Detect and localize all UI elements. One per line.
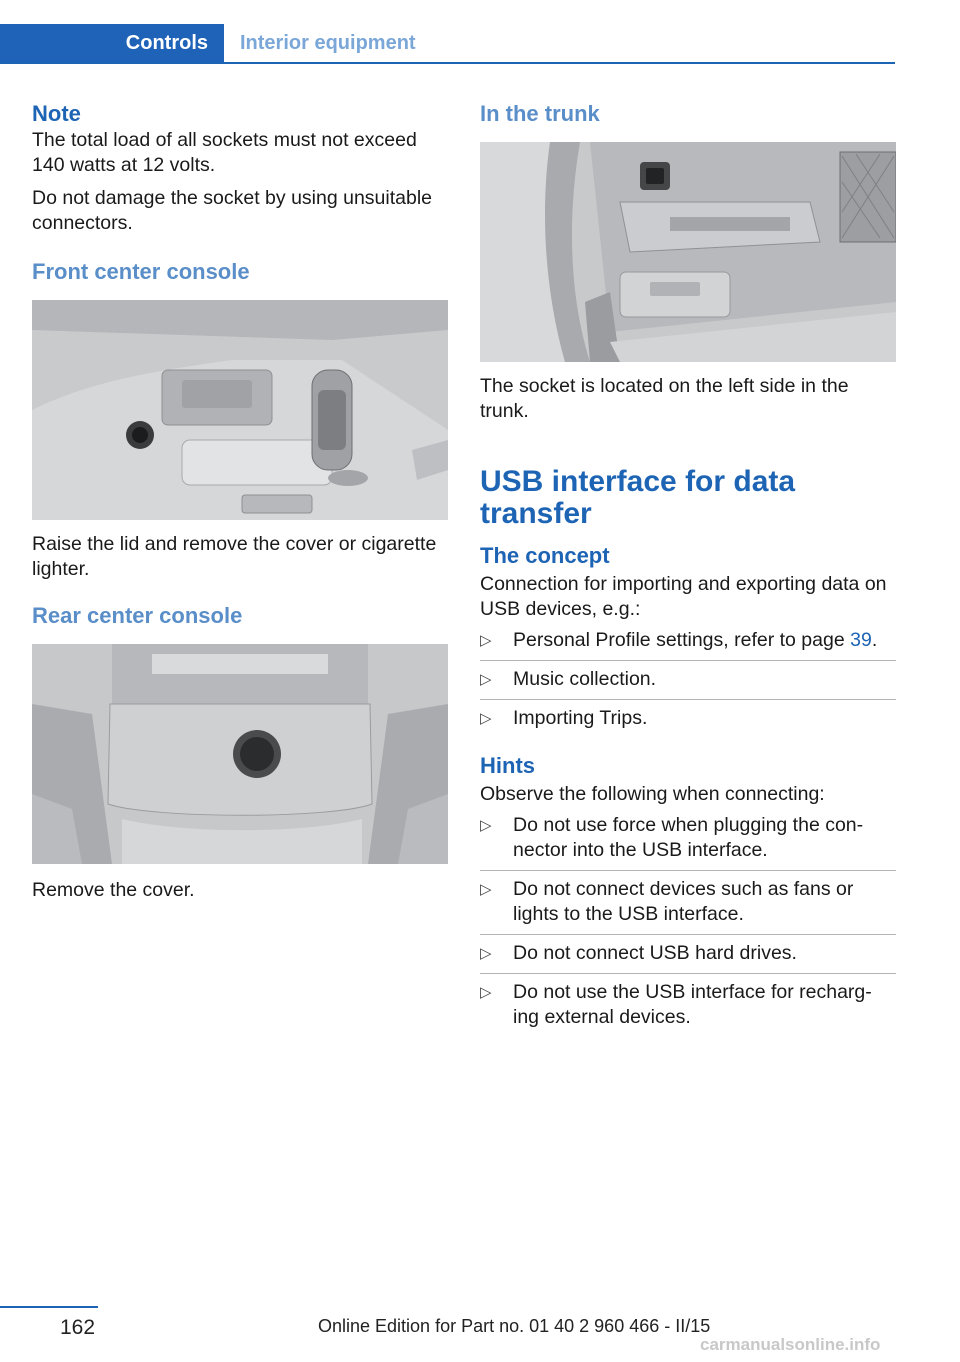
footer-rule <box>0 1306 98 1308</box>
rear-console-heading: Rear center console <box>32 603 243 628</box>
rear-console-text: Remove the cover. <box>32 879 195 901</box>
front-console-text: Raise the lid and remove the cover or cigarette lighter. <box>32 533 437 580</box>
section-tab-interior-equipment[interactable]: Interior equipment <box>240 31 416 54</box>
triangle-bullet-icon: ▷ <box>480 945 492 962</box>
usb-heading: USB interface for data transfer <box>480 465 796 530</box>
note-text-load: The total load of all sockets must not exceed 140 watts at 12 volts. <box>32 129 417 176</box>
list-item: ▷ Personal Profile settings, refer to page 39. <box>480 629 878 651</box>
hints-heading: Hints <box>480 753 535 778</box>
concept-heading: The concept <box>480 543 610 568</box>
list-item: ▷ Do not connect USB hard drives. <box>480 934 896 973</box>
left-column <box>32 100 448 911</box>
list-item: ▷ Do not use the USB interface for recharg‐ing external devices. <box>480 973 896 1037</box>
concept-list <box>480 628 896 738</box>
rear-console-illustration <box>32 644 448 864</box>
triangle-bullet-icon: ▷ <box>480 817 492 834</box>
right-column <box>480 100 896 1037</box>
triangle-bullet-icon: ▷ <box>480 632 492 649</box>
page-link-39[interactable]: 39 <box>850 629 872 651</box>
triangle-bullet-icon: ▷ <box>480 881 492 898</box>
page-header <box>0 24 895 64</box>
list-item: ▷ Do not use force when plugging the con‐nector into the USB interface. <box>480 814 864 861</box>
edition-text: Online Edition for Part no. 01 40 2 960 466 - II/15 <box>318 1316 711 1336</box>
trunk-heading: In the trunk <box>480 101 600 126</box>
concept-text: Connection for importing and exporting data on USB devices, e.g.: <box>480 573 887 620</box>
triangle-bullet-icon: ▷ <box>480 984 492 1001</box>
triangle-bullet-icon: ▷ <box>480 710 492 727</box>
hints-list <box>480 813 896 1037</box>
hints-text: Observe the following when connecting: <box>480 783 825 805</box>
list-item: ▷ Music collection. <box>480 660 896 699</box>
trunk-illustration <box>480 142 896 362</box>
front-console-heading: Front center console <box>32 259 250 284</box>
list-item: ▷ Do not connect devices such as fans or lights to the USB interface. <box>480 870 896 934</box>
page-number: 162 <box>60 1316 96 1339</box>
watermark: carmanualsonline.info <box>700 1335 881 1354</box>
front-console-illustration <box>32 300 448 520</box>
list-item: ▷ Importing Trips. <box>480 699 896 738</box>
section-tab-controls[interactable]: Controls <box>0 24 224 62</box>
trunk-text: The socket is located on the left side in the trunk. <box>480 375 849 422</box>
note-text-damage: Do not damage the socket by using unsuitable connectors. <box>32 187 433 234</box>
note-heading: Note <box>32 101 81 126</box>
triangle-bullet-icon: ▷ <box>480 671 492 688</box>
